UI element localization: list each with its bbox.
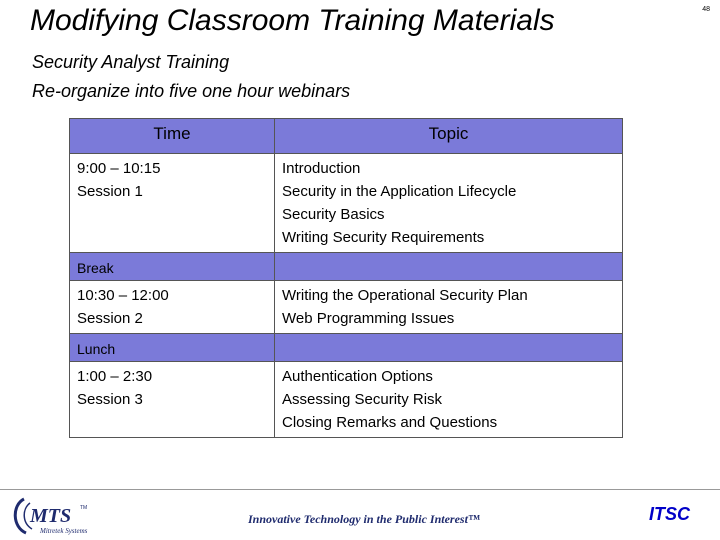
session-3-time: 1:00 – 2:30 xyxy=(77,368,153,385)
lunch-label: Lunch xyxy=(77,340,116,357)
footer-org-label: ITSC xyxy=(648,504,690,524)
logo-trademark: TM xyxy=(80,505,88,511)
table-header-row xyxy=(70,119,623,154)
topic-item: Writing Security Requirements xyxy=(282,229,485,246)
table-row-session-3 xyxy=(70,362,623,438)
session-2-name: Session 2 xyxy=(77,310,143,327)
table-row-session-1 xyxy=(70,154,623,253)
topic-item: Web Programming Issues xyxy=(282,310,455,327)
session-3-topic-cell xyxy=(275,362,623,438)
break-label-cell xyxy=(70,253,275,281)
header-topic: Topic xyxy=(275,119,623,154)
table-row-break xyxy=(70,253,623,281)
session-1-time-cell xyxy=(70,154,275,253)
session-2-time: 10:30 – 12:00 xyxy=(77,287,169,304)
topic-item: Authentication Options xyxy=(282,368,433,385)
topic-item: Assessing Security Risk xyxy=(282,391,443,408)
topic-item: Introduction xyxy=(282,160,361,177)
slide-title: Modifying Classroom Training Materials xyxy=(30,4,555,37)
mts-logo xyxy=(10,495,110,537)
session-1-topic-cell xyxy=(275,154,623,253)
session-2-topic-cell xyxy=(275,281,623,334)
topic-item: Security Basics xyxy=(282,206,385,223)
logo-subtext: Mitretek Systems xyxy=(40,527,88,535)
break-label: Break xyxy=(77,259,114,276)
session-3-time-cell xyxy=(70,362,275,438)
topic-item: Security in the Application Lifecycle xyxy=(282,183,517,200)
logo-wordmark: MTS xyxy=(30,505,72,527)
session-3-name: Session 3 xyxy=(77,391,143,408)
lunch-empty-cell xyxy=(275,334,623,362)
table-row-session-2 xyxy=(70,281,623,334)
header-time: Time xyxy=(70,119,275,154)
subtitle-course: Security Analyst Training xyxy=(32,52,230,72)
topic-item: Writing the Operational Security Plan xyxy=(282,287,528,304)
topic-item: Closing Remarks and Questions xyxy=(282,414,498,431)
footer-tagline: Innovative Technology in the Public Interest™ xyxy=(248,512,480,526)
break-empty-cell xyxy=(275,253,623,281)
slide-number: 48 xyxy=(702,6,710,13)
table-row-lunch xyxy=(70,334,623,362)
session-1-name: Session 1 xyxy=(77,183,143,200)
session-1-time: 9:00 – 10:15 xyxy=(77,160,161,177)
lunch-label-cell xyxy=(70,334,275,362)
schedule-table xyxy=(69,118,623,438)
subtitle-plan: Re-organize into five one hour webinars xyxy=(32,81,351,101)
session-2-time-cell xyxy=(70,281,275,334)
footer-divider xyxy=(0,489,720,490)
